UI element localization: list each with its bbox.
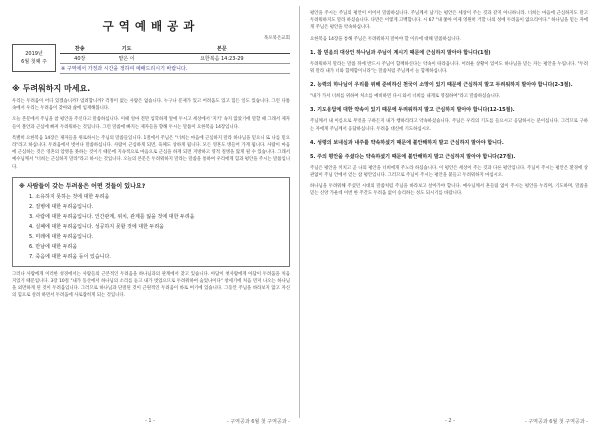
schedule-prayer: 맡은 이 bbox=[100, 54, 154, 64]
right-column bbox=[300, 0, 600, 424]
date-year: 2019년 bbox=[25, 51, 43, 57]
section-title: ※ 두려워하지 마세요. bbox=[12, 84, 91, 93]
header-block bbox=[12, 44, 290, 74]
date-box bbox=[12, 44, 56, 72]
point-title-2: 2. 능력의 하나님이 우리를 위해 준비하신 천국이 소망이 있기 때문에 근심하지 말고 두려워하지 말아야 합니다(2-3절). bbox=[310, 82, 573, 89]
schedule-header-text: 본문 bbox=[154, 44, 290, 54]
schedule-header-hymn: 찬송 bbox=[60, 44, 100, 54]
point-body-1: 두려워하지 말라는 말씀 뒤에 반드시 주님이 함께하신다는 약속이 따라옵니다. 어려운 상황이 있어도 하나님을 믿는 자는 평안을 누립니다. "두려워 말라 내가 너와 함께함이니라"는 말씀처럼 주님께서 늘 함께하십니다. bbox=[310, 61, 588, 75]
footer-text: - 구역공과 6월 첫 구역공과 - bbox=[226, 419, 290, 425]
left-bottom-paragraph: 그러나 사람에게 이러한 성경에서는 사람들의 근본적인 두려움을 하나님과의 관계에서 찾고 있습니다. 아담이 첫사람에게 아담이 두려움을 처음 지었기 때문입니다. 3장 10절 "내가 동산에서 하나님의 소리를 듣고 내가 벗었으므로 두려워하여 숨었나이다" 창세기에 처음 먼저 나오는 하나님을 외면하게 된 것이 두려움입니다. 그러므로 하나님과 단절된 것이 근원적인 두려움이 바로 여기에 있습니다. 그동안 주님을 바라보지 않고 자신의 힘으로 살려 하면서 두려움에 사로잡히게 되는 것입니다. bbox=[12, 271, 290, 299]
church-name: 목포북온교회 bbox=[263, 36, 290, 41]
question-box bbox=[12, 177, 290, 267]
left-paragraph-2: 오늘 본문에서 주님을 참 평안을 주신다고 말씀하십니다. 이때 얼마 전만 입학하게 앞에 두시고 세상에서 '지키' 속지 않았기에 말할 때 그래서 제자들이 볼안과 근심에 빠져 두려워하는 것입니다. 그런 말씀에 빠지는 제자들을 향해 두시는 말씀이 요한복음 14장입니다. bbox=[12, 117, 290, 130]
point-body-3: 주님께서 내 이름으로 무엇을 구하든지 내가 행하리라고 약속하셨습니다. 주님은 우리의 기도를 들으시고 응답하시는 분이십니다. 그러므로 구하는 자에게 주님께서 응답하십니다. 두려움 대신에 기도하십시오. bbox=[310, 119, 588, 132]
list-item: 5. 미래에 대한 두려움입니다. bbox=[29, 233, 94, 240]
schedule-header-prayer: 기도 bbox=[100, 44, 154, 54]
right-intro-paragraph: 요한복음 14장을 통해 주님은 두려워하지 말아야 할 이유에 대해 말씀하십니다. bbox=[310, 36, 462, 42]
right-bottom-paragraph: 하나님을 두려워해 주셨던 시대의 말씀처럼 주님을 바라보고 살아가야 합니다. 예수님께서 흔들림 없이 주시는 평안을 누리며, 기도하며, 말씀을 믿는 신앙 가운데 이번 한 주간도 두려움 없이 승리하는 성도 되시기를 바랍니다. bbox=[310, 184, 588, 197]
schedule-note: ※ 구역에서 가정과 시간을 정하여 예배드리시기 바랍니다. bbox=[60, 64, 290, 74]
point-title-1: 1. 참 믿음의 대상인 하나님과 주님이 계시기 때문에 근심하지 말아야 합니다(1절) bbox=[310, 49, 491, 56]
point-body-2: "내가 가서 너희를 위하여 처소를 예비하면 다시 와서 너희를 내게로 영접하여"라고 말씀하셨습니다. bbox=[310, 94, 501, 100]
date-week: 6월 첫째 주 bbox=[21, 59, 47, 65]
point-body-5: 주님은 평안을 끼치고 곧 나의 평안을 너희에게 주노라 하셨습니다. 이 평안은 세상이 주는 것과 다른 평안입니다. 주님이 주시는 평안은 환경에 상관없이 주님 안에서 얻는 참 평안입니다. 그러므로 주님이 주시는 평안을 붙들고 두려워하지 마십시오. bbox=[310, 165, 588, 179]
list-item: 3. 사람에 대한 두려움입니다. 인간관계, 위치, 관계를 잃을 것에 대한 두려움 bbox=[29, 213, 195, 220]
question-list bbox=[19, 192, 283, 262]
right-top-paragraph: 평안을 주시는 주님의 평안이 이어서 말씀하십니다. 주님께서 남기는 평안은 세상이 주는 것과 같지 아니하니라. 너희는 마음에 근심하지도 말고 두려워하지도 말라 하셨습니다. 다만은 이렇게 고백합니다. 시 67 "내 쫓아 이제 영원히 거할 나의 성에 두려움이 없으리이다." 하나님을 믿는 자에게 주님은 평안을 약속하십니다. bbox=[310, 11, 588, 31]
point-title-3: 3. 기도응답에 대한 약속이 있기 때문에 두려워하지 말고 근심하지 말아야 합니다(12-15절). bbox=[310, 107, 515, 114]
schedule-hymn: 40장 bbox=[60, 54, 100, 64]
point-title-5: 5. 주의 평안을 주셨다는 약속하셨기 때문에 불안해하지 말고 근심하지 말아야 합니다(27절). bbox=[310, 153, 516, 160]
schedule-table bbox=[60, 44, 290, 74]
list-item: 6. 만남에 대한 두려움 bbox=[29, 243, 78, 250]
page-number-1: - 1 - bbox=[145, 418, 155, 424]
left-paragraph-1: 우리는 두려움이 어디 있겠습니까? 염려합니까? 걱정이 없는 사람은 없습니다. 누구나 문제가 있고 어려움도 있고 힘든 일도 있습니다. 그런 다툼 속에서 우리는 두려움이 찾아와 삶에 임재해봅니다. bbox=[12, 99, 290, 112]
list-item: 2. 질병에 대한 두려움입니다. bbox=[29, 203, 94, 210]
list-item: 4. 실패에 대한 두려움입니다. 성공하지 못할 것에 대한 두려움 bbox=[29, 223, 164, 230]
left-column bbox=[0, 0, 300, 424]
point-title-4: 4. 성령의 보내심과 내주를 약속하셨기 때문에 불안해하지 말고 근심하지 말아야 합니다. bbox=[310, 139, 504, 146]
page-title: 구역예배공과 bbox=[102, 19, 200, 33]
list-item: 7. 죽음에 대한 두려움 등이 있습니다. bbox=[29, 253, 111, 260]
schedule-text: 요한복음 14:23-29 bbox=[154, 54, 290, 64]
left-paragraph-3: 특별히 요한복음 14장은 제자들을 위로하시는 주님의 말씀들입니다. 1절에서 주님은 "너희는 마음에 근심하지 말라 하나님을 믿으니 또 나를 믿으라"라고 하십니다. 두려움에서 벗어나 말씀하십니다. 사람이 근심하게 되면, 육체도 상하게 됩니다. 모든 영혼도 병들어 가게 됩니다. 사람이 마음에 근심하는 것은 영혼의 암병을 못하는 것이기 때문에 지속적으로 마음으로 근심을 하게 되면 지방하고 영적 질병을 앓게 될 수 있습니다. 그래서 예수님께서 "너희는 근심하지 말라"라고 하시는 것입니다. 오늘의 본문은 두려워하지 말라는 말씀을 통하여 우리에게 힘과 평안을 주시는 말씀입니다. bbox=[12, 135, 291, 170]
page-number-2: - 2 - bbox=[445, 418, 455, 424]
list-item: 1. 소유하지 못하는 것에 대한 두려움 bbox=[29, 193, 110, 200]
footer-text: - 구역공과 6월 첫 구역공과 - bbox=[524, 419, 588, 425]
question-title: ※ 사람들이 갖는 두려움은 어떤 것들이 있나요? bbox=[19, 182, 146, 190]
